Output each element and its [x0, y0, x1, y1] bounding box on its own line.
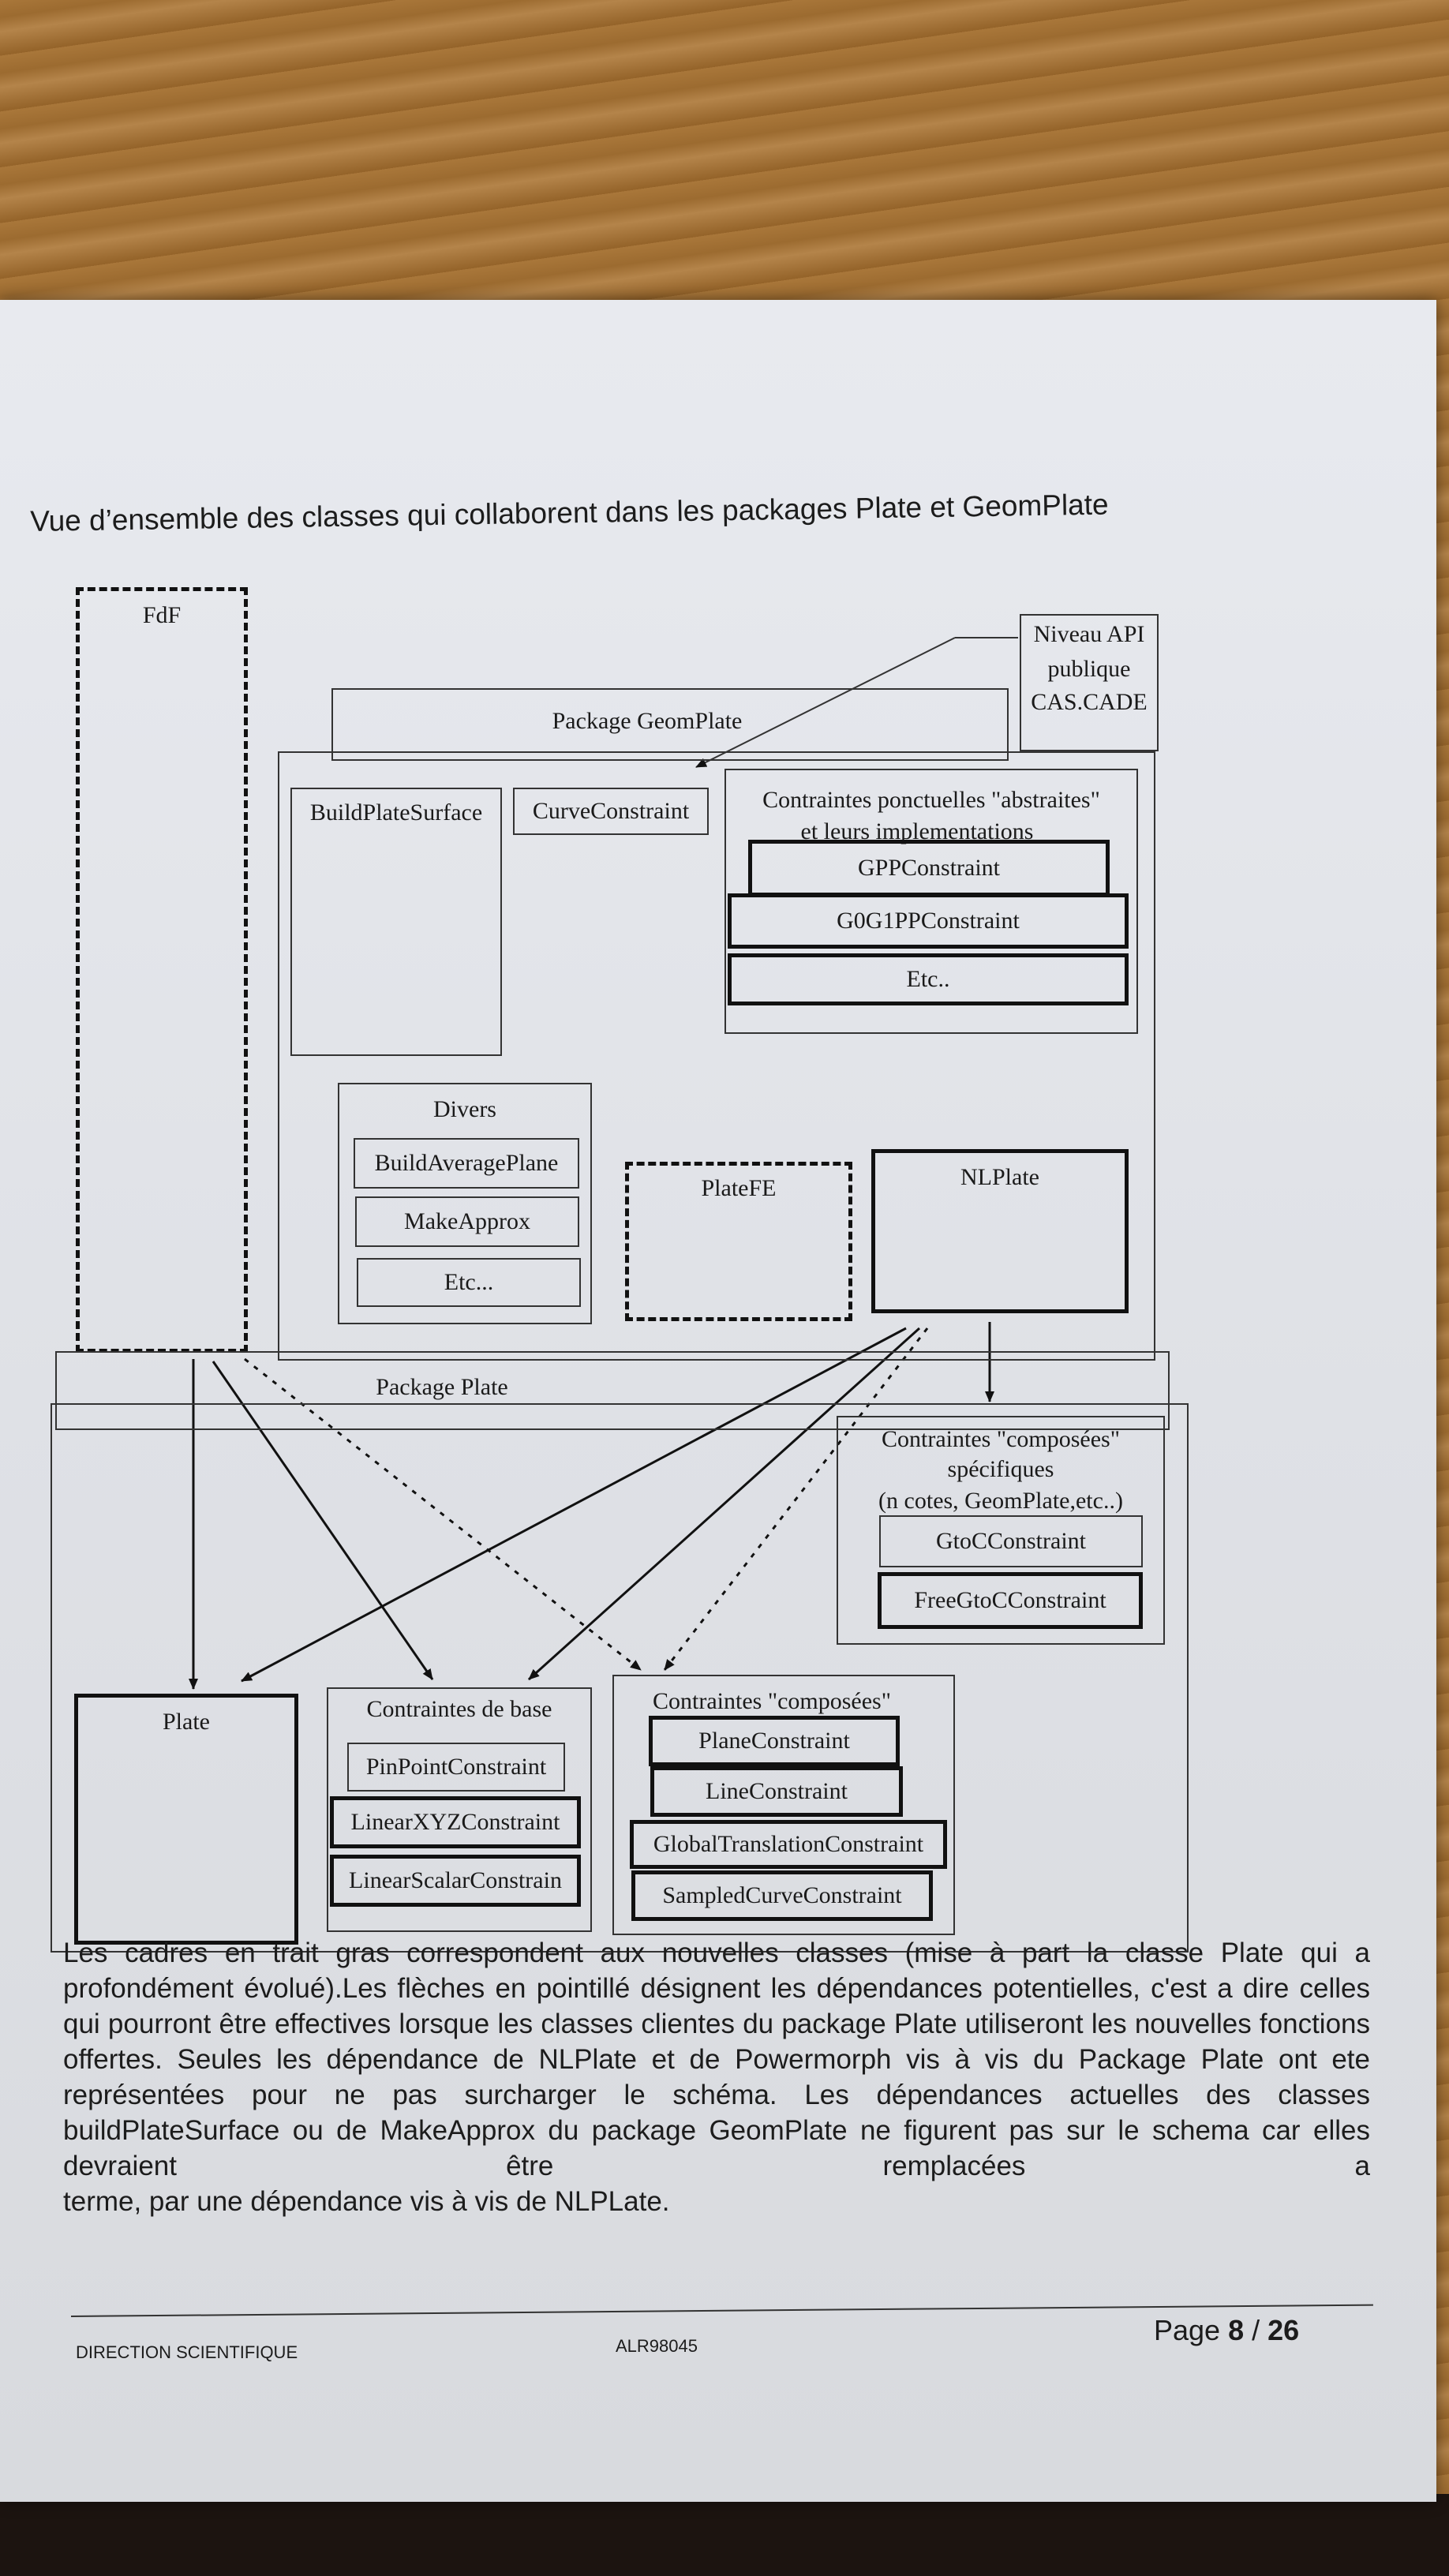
contraintes-ponctuelles-title1: Contraintes ponctuelles "abstraites" — [762, 787, 1100, 813]
etc-ponctuelles-class: Etc.. — [728, 953, 1129, 1005]
composees-specifiques-title2: spécifiques — [947, 1456, 1054, 1482]
plate-label: Plate — [163, 1709, 210, 1735]
contraintes-ponctuelles-title2: et leurs implementations — [800, 818, 1034, 844]
pinpointconstraint-class: PinPointConstraint — [347, 1743, 565, 1792]
buildplatesurface-box — [290, 788, 502, 1056]
api-note-line2: publique — [1047, 656, 1131, 682]
footer-center: ALR98045 — [616, 2336, 698, 2356]
page-heading: Vue d’ensemble des classes qui collaborent dans les packages Plate et GeomPlate — [30, 488, 1109, 537]
linearxyzconstraint-class: LinearXYZConstraint — [330, 1796, 581, 1848]
lineconstraint-class: LineConstraint — [650, 1766, 903, 1817]
api-note-line3: CAS.CADE — [1031, 689, 1148, 715]
footer-left: DIRECTION SCIENTIFIQUE — [76, 2342, 298, 2362]
planeconstraint-class: PlaneConstraint — [649, 1716, 900, 1766]
diagram-caption: Les cadres en trait gras correspondent aux nouvelles classes (mise à part la classe Plate qui a profondément évolué).Les flèches en pointillé désignent les dépendances potentielles, c'est a dire celles qui pourront être effectives lorsque les classes clientes du package Plate utiliseront les nouvelles fonctions offertes. Seules les dépendance de NLPlate et de Powermorph vis à vis du Package Plate ont ete représentées pour ne pas surcharger le schéma. Les dépendances actuelles des classes buildPlateSurface ou de MakeApprox du package GeomPlate ne figurent pas sur le schema car elles devraient être remplacées a — [63, 1938, 1370, 2181]
platefe-label: PlateFE — [701, 1175, 777, 1201]
curveconstraint-class: CurveConstraint — [513, 788, 709, 835]
sampledcurveconstraint-class: SampledCurveConstraint — [631, 1870, 933, 1921]
fdf-box — [76, 587, 248, 1353]
fdf-label: FdF — [142, 602, 182, 628]
composees-specifiques-title3: (n cotes, GeomPlate,etc..) — [878, 1488, 1123, 1514]
contraintes-composees-title: Contraintes "composées" — [653, 1688, 891, 1714]
package-geomplate-title: Package GeomPlate — [552, 708, 743, 734]
freegtocconstraint-class: FreeGtoCConstraint — [878, 1572, 1143, 1629]
footer-page-number — [1154, 2314, 1299, 2347]
linearscalarconstrain-class: LinearScalarConstrain — [330, 1855, 581, 1907]
contraintes-de-base-title: Contraintes de base — [366, 1696, 552, 1722]
composees-specifiques-title1: Contraintes "composées" — [882, 1426, 1120, 1452]
globaltranslationconstraint-class: GlobalTranslationConstraint — [630, 1820, 947, 1869]
gtocconstraint-class: GtoCConstraint — [879, 1515, 1143, 1567]
g0g1ppconstraint-class: G0G1PPConstraint — [728, 893, 1129, 949]
diagram-caption-last-line: terme, par une dépendance vis à vis de NLPLate. — [63, 2186, 670, 2217]
nlplate-label: NLPlate — [960, 1164, 1039, 1190]
page-prefix: Page — [1154, 2314, 1229, 2346]
page-separator: / — [1244, 2314, 1268, 2346]
divers-title: Divers — [433, 1096, 496, 1122]
buildplatesurface-label: BuildPlateSurface — [309, 799, 483, 826]
makeapprox-class: MakeApprox — [355, 1196, 579, 1247]
gppconstraint-class: GPPConstraint — [748, 840, 1110, 897]
api-note-line1: Niveau API — [1033, 621, 1145, 647]
page-total: 26 — [1267, 2314, 1300, 2346]
etc-divers-class: Etc... — [357, 1258, 581, 1307]
page-current: 8 — [1228, 2314, 1245, 2346]
package-plate-title: Package Plate — [376, 1374, 508, 1400]
buildaverageplane-class: BuildAveragePlane — [354, 1138, 579, 1189]
